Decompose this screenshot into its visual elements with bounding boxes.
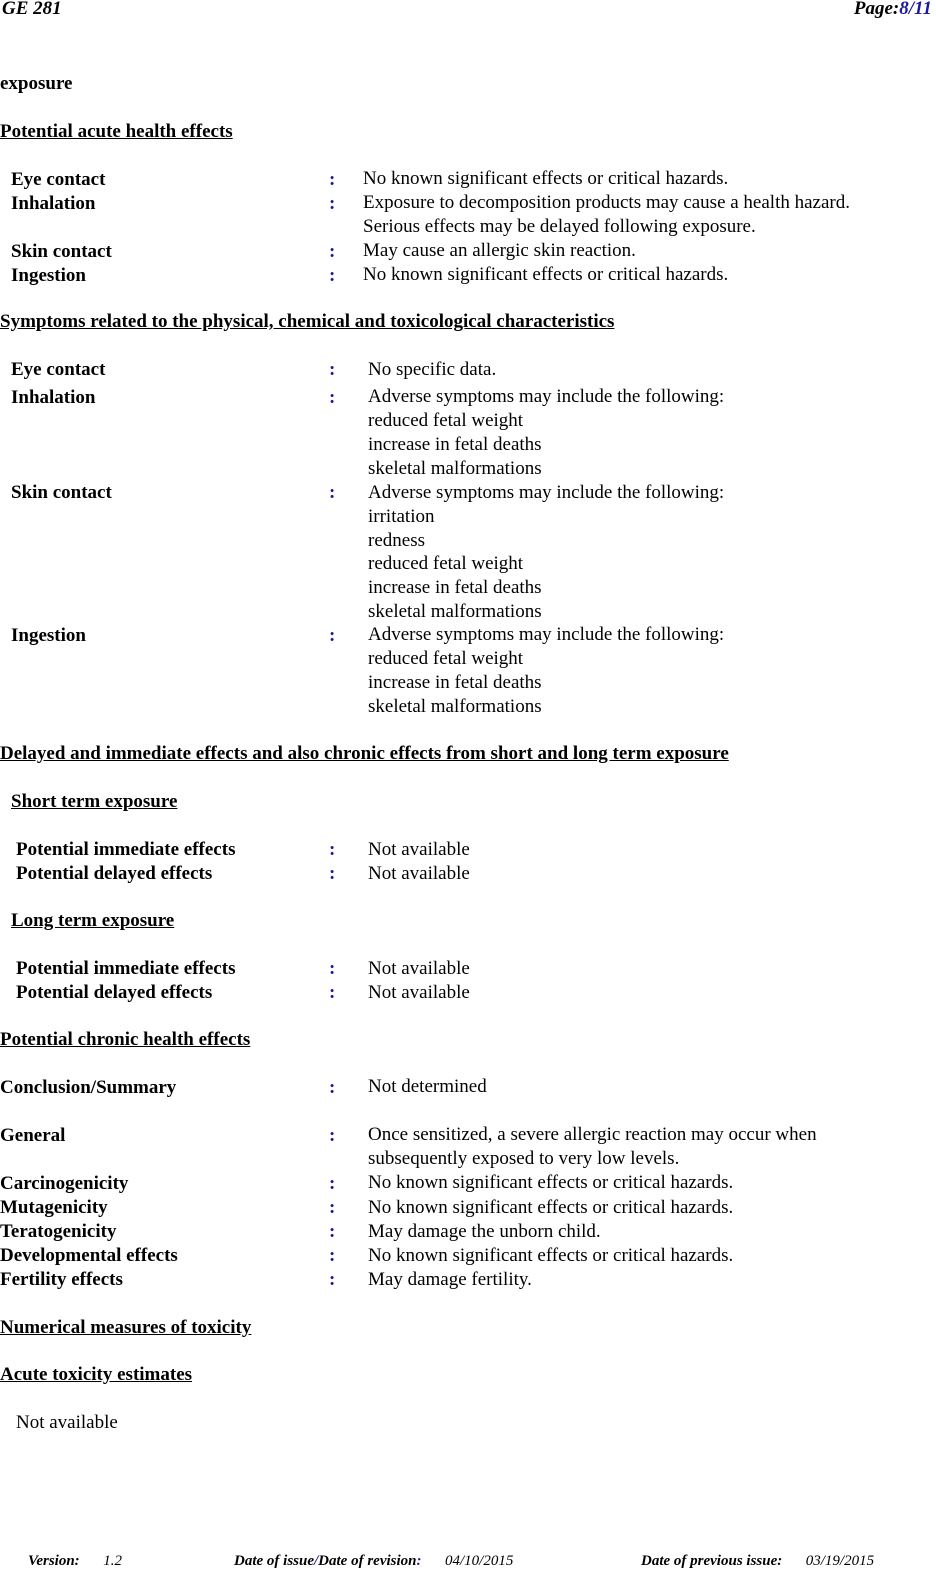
short-term-heading: Short term exposure bbox=[11, 791, 178, 812]
acute-skin-label: Skin contact bbox=[11, 241, 112, 262]
symptoms-heading: Symptoms related to the physical, chemical and toxicological characteristics bbox=[0, 311, 615, 332]
colon: : bbox=[329, 387, 336, 408]
short-immediate-value: Not available bbox=[368, 839, 470, 860]
issue-slash: / bbox=[314, 1553, 319, 1569]
symptoms-skin-label: Skin contact bbox=[11, 482, 112, 503]
issue-colon: : bbox=[416, 1553, 422, 1569]
acute-inhalation-line-1: Exposure to decomposition products may cause a health hazard. bbox=[363, 192, 850, 213]
teratogenicity-value: May damage the unborn child. bbox=[368, 1221, 601, 1242]
issue-value: 04/10/2015 bbox=[445, 1553, 514, 1569]
symptoms-inhalation-line-1: Adverse symptoms may include the following: bbox=[368, 386, 725, 407]
colon: : bbox=[329, 1197, 336, 1218]
conclusion-label: Conclusion/Summary bbox=[0, 1077, 177, 1098]
acute-toxicity-value: Not available bbox=[16, 1412, 118, 1433]
colon: : bbox=[329, 1173, 336, 1194]
acute-eye-label: Eye contact bbox=[11, 169, 106, 190]
symptoms-skin-line-4: reduced fetal weight bbox=[368, 553, 524, 574]
page-number[interactable]: 8/11 bbox=[899, 0, 932, 19]
symptoms-skin-line-5: increase in fetal deaths bbox=[368, 577, 542, 598]
colon: : bbox=[329, 1245, 336, 1266]
symptoms-inhalation-label: Inhalation bbox=[11, 387, 96, 408]
long-delayed-label: Potential delayed effects bbox=[16, 982, 213, 1003]
carcinogenicity-label: Carcinogenicity bbox=[0, 1173, 129, 1194]
acute-eye-value: No known significant effects or critical hazards. bbox=[363, 168, 729, 189]
short-immediate-label: Potential immediate effects bbox=[16, 839, 236, 860]
acute-toxicity-heading: Acute toxicity estimates bbox=[0, 1364, 193, 1385]
colon: : bbox=[329, 1077, 336, 1098]
previous-value: 03/19/2015 bbox=[805, 1553, 875, 1569]
general-label: General bbox=[0, 1125, 66, 1146]
symptoms-ingestion-line-2: reduced fetal weight bbox=[368, 648, 524, 669]
colon: : bbox=[329, 193, 336, 214]
carcinogenicity-value: No known significant effects or critical hazards. bbox=[368, 1172, 734, 1193]
symptoms-skin-line-3: redness bbox=[368, 530, 425, 551]
colon: : bbox=[329, 241, 336, 262]
developmental-value: No known significant effects or critical hazards. bbox=[368, 1245, 734, 1266]
acute-ingestion-label: Ingestion bbox=[11, 265, 86, 286]
colon: : bbox=[329, 982, 336, 1003]
issue-date bbox=[234, 1549, 513, 1573]
colon: : bbox=[329, 1125, 336, 1146]
colon: : bbox=[329, 265, 336, 286]
colon: : bbox=[329, 169, 336, 190]
symptoms-ingestion-line-3: increase in fetal deaths bbox=[368, 672, 542, 693]
footer bbox=[28, 1549, 122, 1573]
delayed-heading: Delayed and immediate effects and also chronic effects from short and long term exposure bbox=[0, 743, 729, 764]
colon: : bbox=[329, 958, 336, 979]
symptoms-ingestion-line-1: Adverse symptoms may include the following: bbox=[368, 624, 725, 645]
colon: : bbox=[329, 359, 336, 380]
general-line-1: Once sensitized, a severe allergic reaction may occur when bbox=[368, 1124, 817, 1145]
page-indicator bbox=[854, 0, 932, 21]
long-delayed-value: Not available bbox=[368, 982, 470, 1003]
previous-issue bbox=[641, 1549, 874, 1573]
colon: : bbox=[329, 839, 336, 860]
short-delayed-label: Potential delayed effects bbox=[16, 863, 213, 884]
symptoms-ingestion-line-4: skeletal malformations bbox=[368, 696, 542, 717]
version-label: Version: bbox=[28, 1553, 80, 1569]
acute-ingestion-value: No known significant effects or critical hazards. bbox=[363, 264, 729, 285]
chronic-heading: Potential chronic health effects bbox=[0, 1029, 251, 1050]
symptoms-skin-line-2: irritation bbox=[368, 506, 435, 527]
long-immediate-value: Not available bbox=[368, 958, 470, 979]
colon: : bbox=[329, 1221, 336, 1242]
acute-skin-value: May cause an allergic skin reaction. bbox=[363, 240, 636, 261]
colon: : bbox=[329, 1269, 336, 1290]
long-immediate-label: Potential immediate effects bbox=[16, 958, 236, 979]
previous-label: Date of previous issue: bbox=[641, 1553, 783, 1569]
symptoms-ingestion-label: Ingestion bbox=[11, 625, 86, 646]
page-label: Page: bbox=[853, 0, 900, 19]
symptoms-skin-line-6: skeletal malformations bbox=[368, 601, 542, 622]
mutagenicity-label: Mutagenicity bbox=[0, 1197, 108, 1218]
mutagenicity-value: No known significant effects or critical hazards. bbox=[368, 1197, 734, 1218]
product-name: GE 281 bbox=[2, 0, 62, 19]
issue-label-a: Date of issue bbox=[234, 1553, 314, 1569]
version-value: 1.2 bbox=[103, 1553, 122, 1569]
symptoms-eye-label: Eye contact bbox=[11, 359, 106, 380]
issue-label-b: Date of revision bbox=[318, 1553, 417, 1569]
acute-inhalation-label: Inhalation bbox=[11, 193, 96, 214]
symptoms-inhalation-line-3: increase in fetal deaths bbox=[368, 434, 542, 455]
conclusion-value: Not determined bbox=[368, 1076, 487, 1097]
colon: : bbox=[329, 482, 336, 503]
acute-heading: Potential acute health effects bbox=[0, 121, 233, 142]
fertility-label: Fertility effects bbox=[0, 1269, 123, 1290]
symptoms-inhalation-line-2: reduced fetal weight bbox=[368, 410, 524, 431]
short-delayed-value: Not available bbox=[368, 863, 470, 884]
general-line-2: subsequently exposed to very low levels. bbox=[368, 1148, 680, 1169]
teratogenicity-label: Teratogenicity bbox=[0, 1221, 117, 1242]
fertility-value: May damage fertility. bbox=[368, 1269, 532, 1290]
long-term-heading: Long term exposure bbox=[11, 910, 175, 931]
developmental-label: Developmental effects bbox=[0, 1245, 178, 1266]
colon: : bbox=[329, 625, 336, 646]
symptoms-inhalation-line-4: skeletal malformations bbox=[368, 458, 542, 479]
symptoms-eye-value: No specific data. bbox=[368, 359, 497, 380]
symptoms-skin-line-1: Adverse symptoms may include the following: bbox=[368, 482, 725, 503]
colon: : bbox=[329, 863, 336, 884]
acute-inhalation-line-2: Serious effects may be delayed following exposure. bbox=[363, 216, 756, 237]
numerical-heading: Numerical measures of toxicity bbox=[0, 1317, 252, 1338]
intro-word: exposure bbox=[0, 73, 73, 94]
